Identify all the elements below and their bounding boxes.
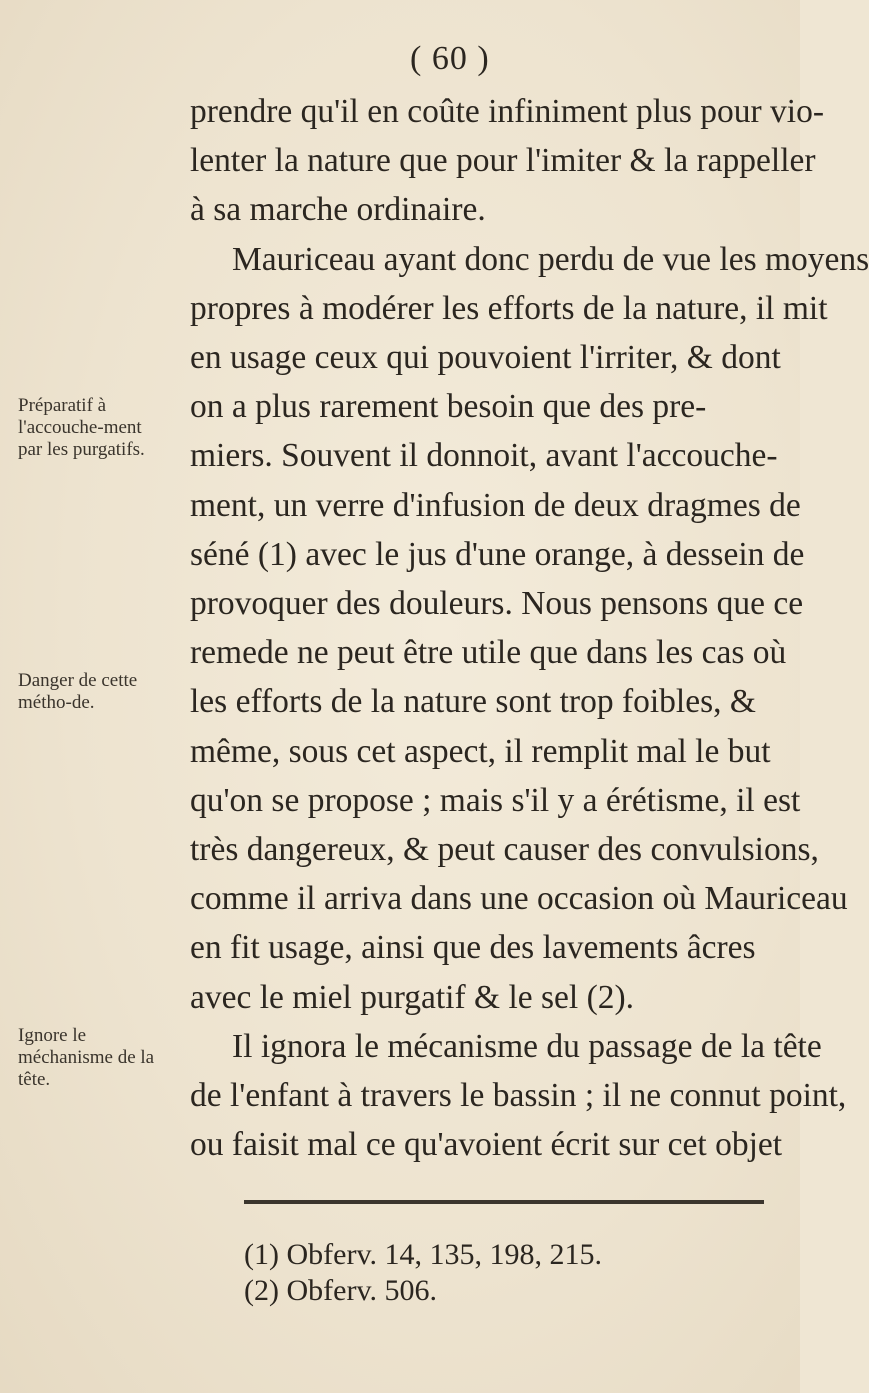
footnote-separator bbox=[244, 1200, 764, 1204]
text-line: avec le miel purgatif & le sel (2). bbox=[190, 978, 635, 1016]
text-line: prendre qu'il en coûte infiniment plus pour vio- bbox=[190, 93, 825, 130]
margin-note: Danger de cette métho-de. bbox=[18, 670, 138, 713]
text-line: séné (1) avec le jus d'une orange, à dessein de bbox=[190, 535, 805, 573]
page-number: ( 60 ) bbox=[410, 40, 490, 77]
footnote: (2) Obferv. 506. bbox=[244, 1274, 437, 1308]
text-line: ou faisit mal ce qu'avoient écrit sur cet objet bbox=[190, 1126, 783, 1164]
text-line: même, sous cet aspect, il remplit mal le but bbox=[190, 732, 771, 770]
text-line: les efforts de la nature sont trop foibles, & bbox=[190, 683, 756, 721]
text-line: Mauriceau ayant donc perdu de vue les moyens bbox=[232, 240, 869, 278]
footnote: (1) Obferv. 14, 135, 198, 215. bbox=[244, 1238, 602, 1272]
text-line: en fit usage, ainsi que des lavements âcres bbox=[190, 929, 756, 967]
text-line: ment, un verre d'infusion de deux dragmes de bbox=[190, 486, 801, 524]
text-line: on a plus rarement besoin que des pre- bbox=[190, 388, 707, 426]
text-line: remede ne peut être utile que dans les cas où bbox=[190, 634, 787, 672]
text-line: qu'on se propose ; mais s'il y a érétisme, il est bbox=[190, 781, 801, 819]
text-line: très dangereux, & peut causer des convulsions, bbox=[190, 831, 819, 868]
margin-note: Ignore le méchanisme de la tête. bbox=[18, 1025, 155, 1090]
text-line: comme il arriva dans une occasion où Mauriceau bbox=[190, 880, 848, 918]
text-line: lenter la nature que pour l'imiter & la rappeller bbox=[190, 142, 816, 180]
text-line: en usage ceux qui pouvoient l'irriter, & dont bbox=[190, 339, 781, 376]
text-line: miers. Souvent il donnoit, avant l'accouche- bbox=[190, 437, 778, 475]
margin-note: Préparatif à l'accouche-ment par les purgatifs. bbox=[18, 395, 145, 460]
text-line: propres à modérer les efforts de la nature, il mit bbox=[190, 289, 828, 327]
text-line: Il ignora le mécanisme du passage de la tête bbox=[232, 1027, 822, 1065]
text-line: provoquer des douleurs. Nous pensons que ce bbox=[190, 585, 804, 622]
text-line: à sa marche ordinaire. bbox=[190, 191, 486, 229]
text-line: de l'enfant à travers le bassin ; il ne connut point, bbox=[190, 1077, 847, 1114]
